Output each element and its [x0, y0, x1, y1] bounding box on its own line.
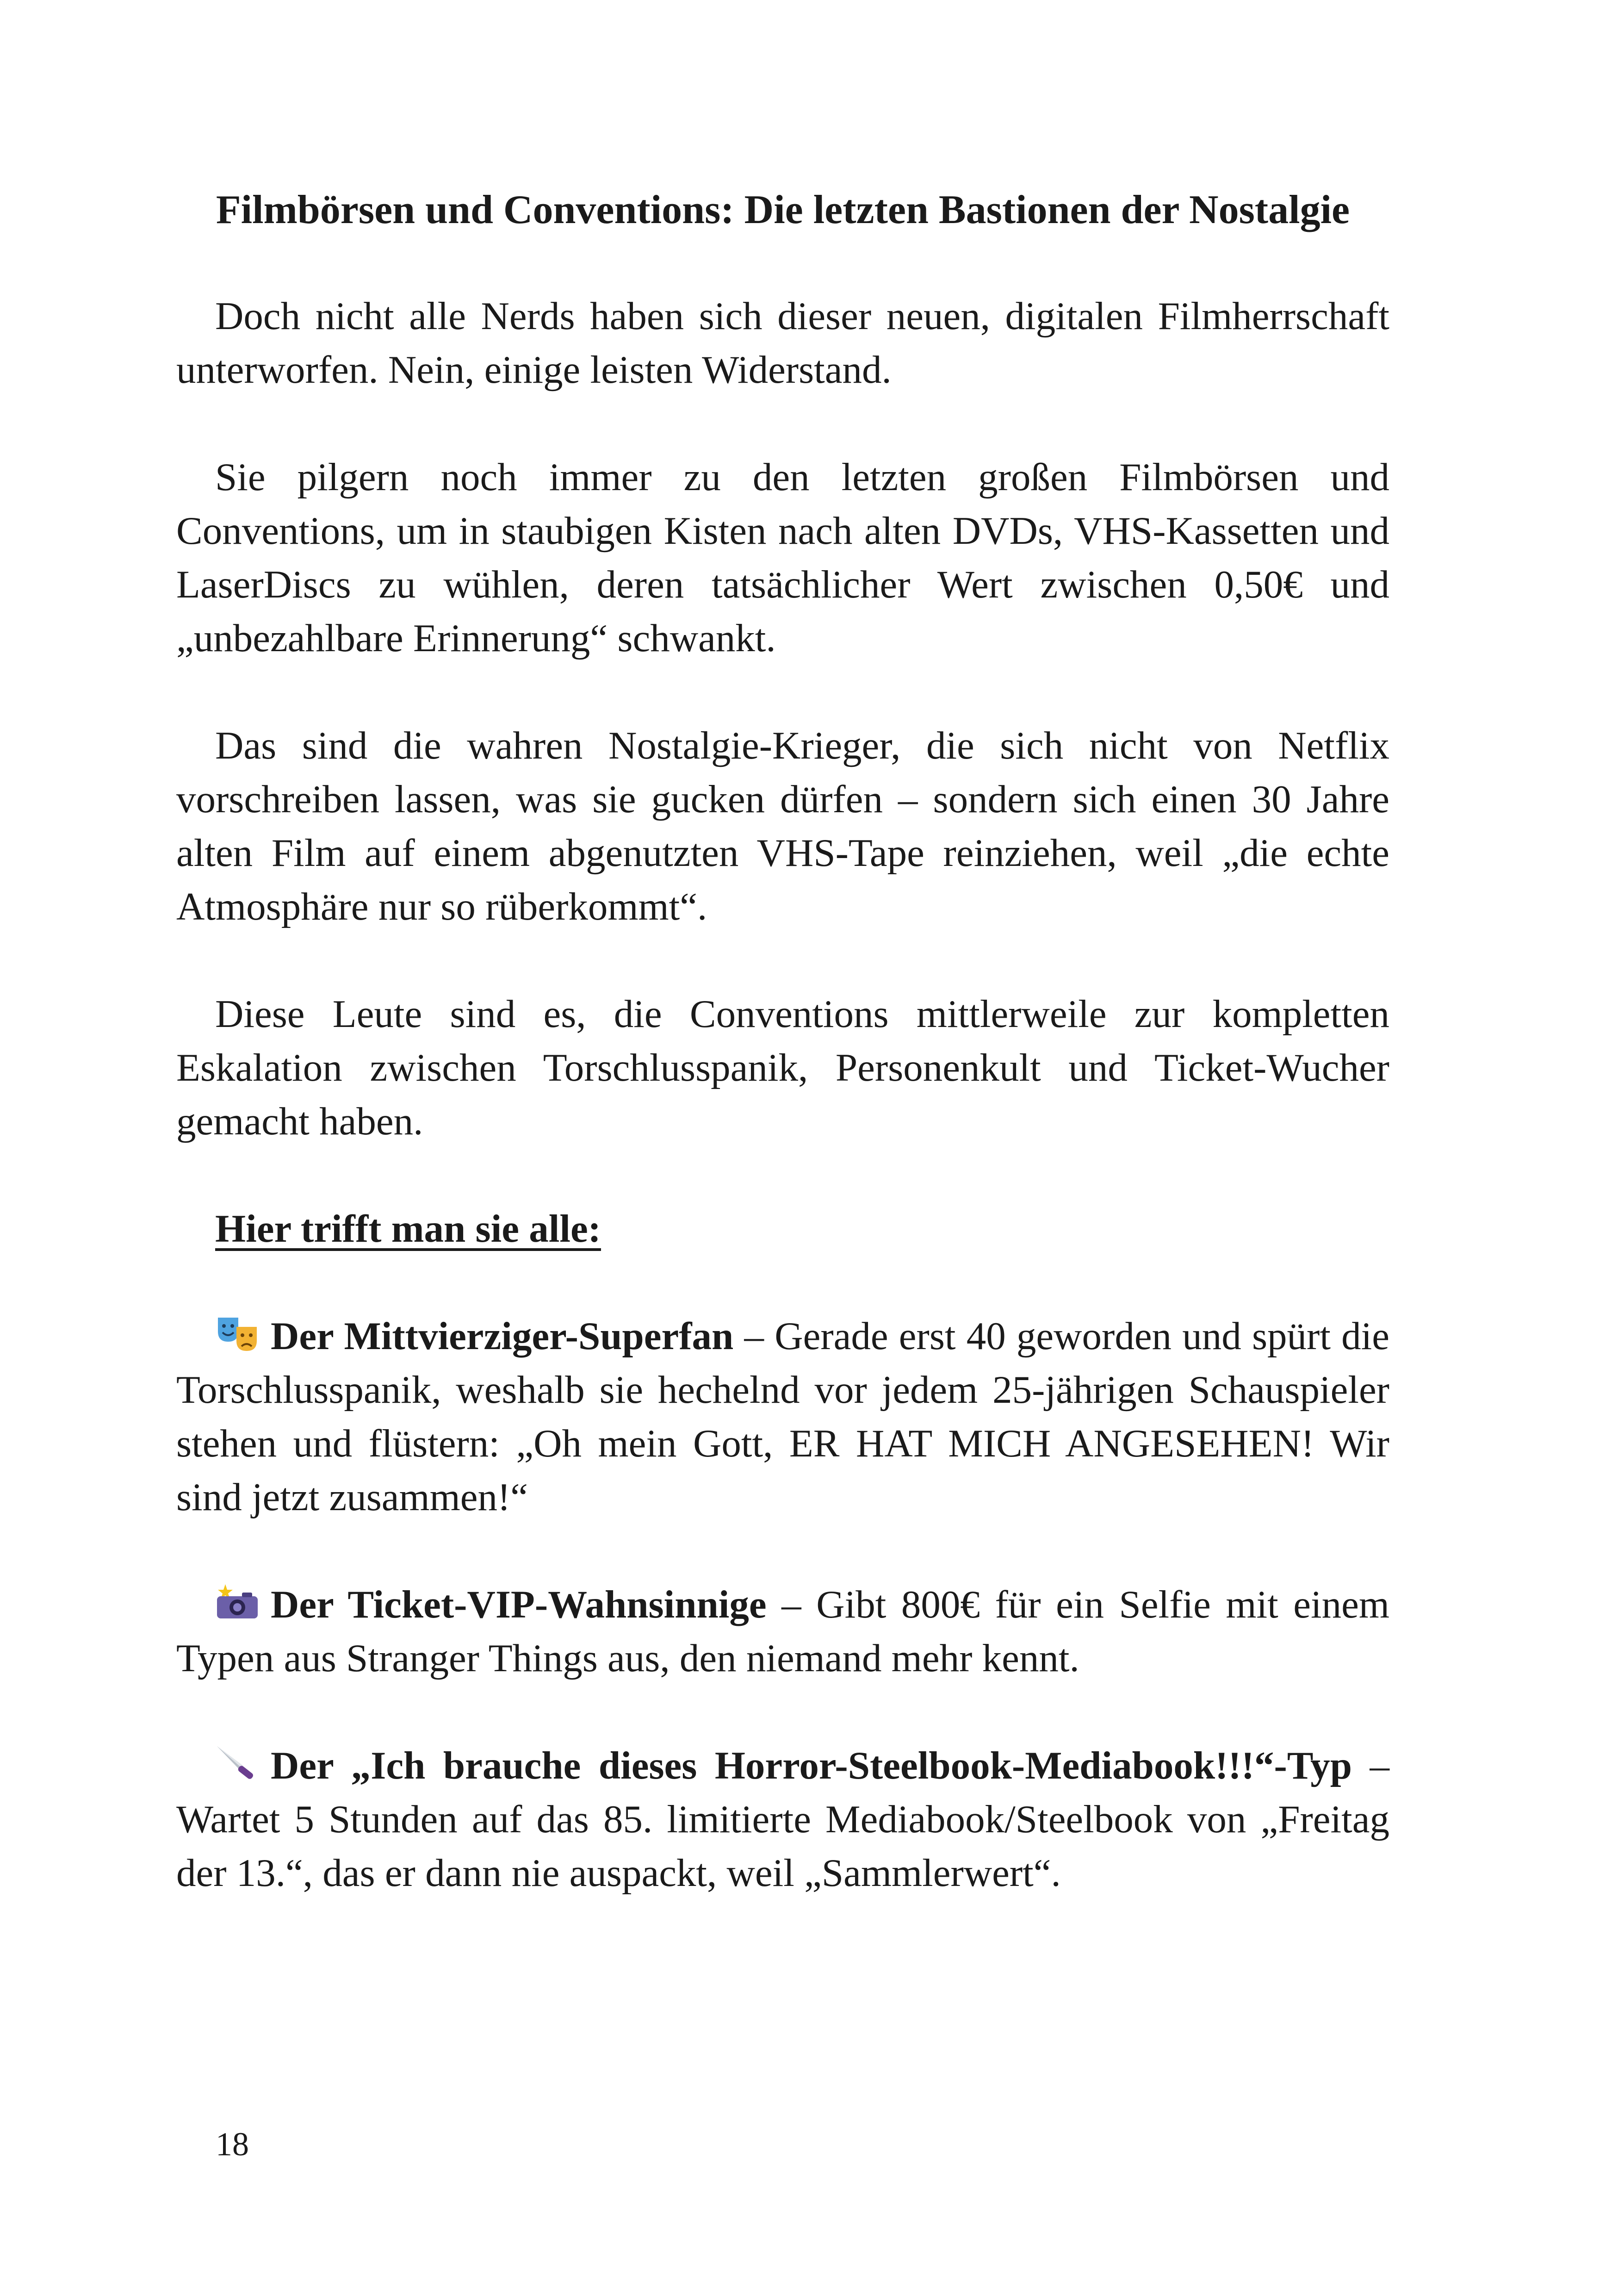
chapter-heading: Filmbörsen und Conventions: Die letzten Bastionen der Nostalgie [216, 187, 1350, 232]
paragraph-4: Diese Leute sind es, die Conventions mittlerweile zur kompletten Eskalation zwischen Torschlusspanik, Personenkult und Ticket-Wucher gemacht haben. [176, 992, 1389, 1143]
paragraph-2: Sie pilgern noch immer zu den letzten großen Filmbörsen und Conventions, um in staubigen Kisten nach alten DVDs, VHS-Kassetten und LaserDiscs zu wühlen, deren tatsächlicher Wert zwischen 0,50€ und „unbezahlbare Erinnerung“ schwankt. [176, 455, 1389, 660]
type-entry-2 [176, 1578, 1389, 1685]
type-title-3: Der „Ich brauche dieses Horror-Steelbook-Mediabook!!!“-Typ [271, 1744, 1352, 1787]
type-entry-3 [176, 1739, 1389, 1900]
paragraph-1: Doch nicht alle Nerds haben sich dieser neuen, digitalen Filmherrschaft unterworfen. Nein, einige leisten Widerstand. [176, 294, 1389, 392]
knife-icon [215, 1744, 260, 1781]
page-number: 18 [216, 2126, 249, 2163]
camera-flash-icon [215, 1583, 260, 1620]
theater-masks-icon [215, 1315, 260, 1352]
type-title-1: Der Mittvierziger-Superfan [271, 1314, 734, 1358]
subheading-paragraph [176, 1202, 1389, 1256]
type-text-1: – Gerade erst 40 geworden und spürt die Torschlusspanik, weshalb sie hechelnd vor jedem 25-jährigen Schauspieler stehen und flüstern: „Oh mein Gott, ER HAT MICH ANGESEHEN! Wir sind jetzt zusammen!“ [176, 1314, 1389, 1519]
subheading: Hier trifft man sie alle: [215, 1207, 601, 1251]
type-title-2: Der Ticket-VIP-Wahnsinnige [271, 1583, 767, 1626]
paragraph-3: Das sind die wahren Nostalgie-Krieger, die sich nicht von Netflix vorschreiben lassen, was sie gucken dürfen – sondern sich einen 30 Jahre alten Film auf einem abgenutzten VHS-Tape reinziehen, weil „die echte Atmosphäre nur so rüberkommt“. [176, 724, 1389, 928]
page-content [176, 183, 1389, 1900]
type-entry-1 [176, 1309, 1389, 1524]
type-text-2: – Gibt 800€ für ein Selfie mit einem Typen aus Stranger Things aus, den niemand mehr kennt. [176, 1583, 1389, 1680]
type-text-3: – Wartet 5 Stunden auf das 85. limitierte Mediabook/Steelbook von „Freitag der 13.“, das er dann nie auspackt, weil „Sammlerwert“. [176, 1744, 1389, 1895]
